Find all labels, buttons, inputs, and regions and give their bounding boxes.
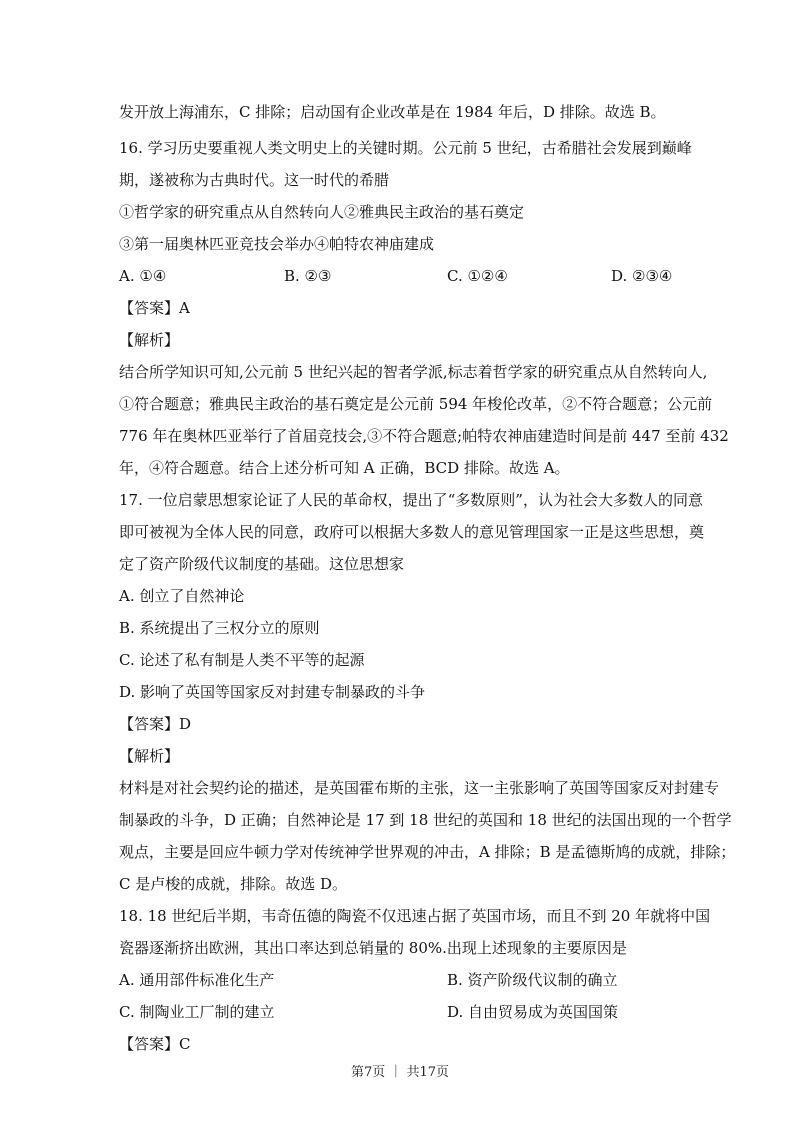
q17-option-c: C. 论述了私有制是人类不平等的起源 bbox=[119, 651, 365, 669]
question-18-stem: 18. 18 世纪后半期，韦奇伍德的陶瓷不仅迅速占据了英国市场，而且不到 20 年就将中国 bbox=[119, 907, 711, 925]
page-footer: 第7页 ｜ 共17页 bbox=[350, 1065, 450, 1080]
text-line: 发开放上海浦东，C 排除；启动国有企业改革是在 1984 年后，D 排除。故选 B。 bbox=[119, 103, 666, 121]
analysis-label: 【解析】 bbox=[119, 747, 180, 765]
q17-option-a: A. 创立了自然神论 bbox=[119, 587, 245, 605]
text-line: ①符合题意；雅典民主政治的基石奠定是公元前 594 年梭伦改革，②不符合题意；公元前 bbox=[119, 395, 713, 413]
text-line: 即可被视为全体人民的同意，政府可以根据大多数人的意见管理国家一正是这些思想，奠 bbox=[119, 523, 705, 541]
q18-option-d: D. 自由贸易成为英国国策 bbox=[447, 1003, 619, 1021]
text-line: 制暴政的斗争，D 正确；自然神论是 17 到 18 世纪的英国和 18 世纪的法国出现的一个哲学 bbox=[119, 811, 732, 829]
text-line: 年，④符合题意。结合上述分析可知 A 正确，BCD 排除。故选 A。 bbox=[119, 459, 570, 477]
q17-option-b: B. 系统提出了三权分立的原则 bbox=[119, 619, 320, 637]
q16-option-d: D. ②③④ bbox=[611, 267, 673, 285]
text-line: 结合所学知识可知,公元前 5 世纪兴起的智者学派,标志着哲学家的研究重点从自然转向人, bbox=[119, 363, 708, 381]
q16-option-a: A. ①④ bbox=[119, 267, 167, 285]
answer-label: 【答案】C bbox=[119, 1035, 191, 1053]
text-line: ③第一届奥林匹亚竞技会举办④帕特农神庙建成 bbox=[119, 235, 435, 253]
text-line: 776 年在奥林匹亚举行了首届竞技会,③不符合题意;帕特农神庙建造时间是前 447 至前 432 bbox=[119, 427, 729, 445]
question-16-stem: 16. 学习历史要重视人类文明史上的关键时期。公元前 5 世纪，古希腊社会发展到巅峰 bbox=[119, 139, 692, 157]
text-line: C 是卢梭的成就，排除。故选 D。 bbox=[119, 875, 348, 893]
text-line: 观点，主要是回应牛顿力学对传统神学世界观的冲击，A 排除；B 是孟德斯鸠的成就，排除； bbox=[119, 843, 736, 861]
q18-option-c: C. 制陶业工厂制的建立 bbox=[119, 1003, 275, 1021]
text-line: ①哲学家的研究重点从自然转向人②雅典民主政治的基石奠定 bbox=[119, 203, 525, 221]
text-line: 瓷器逐渐挤出欧洲，其出口率达到总销量的 80%.出现上述现象的主要原因是 bbox=[119, 939, 627, 957]
text-line: 期，遂被称为古典时代。这一时代的希腊 bbox=[119, 171, 390, 189]
q16-option-b: B. ②③ bbox=[284, 267, 332, 285]
q18-option-b: B. 资产阶级代议制的确立 bbox=[447, 971, 618, 989]
text-line: 定了资产阶级代议制度的基础。这位思想家 bbox=[119, 555, 405, 573]
q17-option-d: D. 影响了英国等国家反对封建专制暴政的斗争 bbox=[119, 683, 426, 701]
answer-label: 【答案】D bbox=[119, 715, 192, 733]
q16-option-c: C. ①②④ bbox=[447, 267, 508, 285]
text-line: 材料是对社会契约论的描述，是英国霍布斯的主张，这一主张影响了英国等国家反对封建专 bbox=[119, 779, 720, 797]
answer-label: 【答案】A bbox=[119, 299, 190, 317]
question-17-stem: 17. 一位启蒙思想家论证了人民的革命权，提出了“多数原则”，认为社会大多数人的同意 bbox=[119, 491, 703, 509]
q18-option-a: A. 通用部件标准化生产 bbox=[119, 971, 275, 989]
analysis-label: 【解析】 bbox=[119, 331, 180, 349]
